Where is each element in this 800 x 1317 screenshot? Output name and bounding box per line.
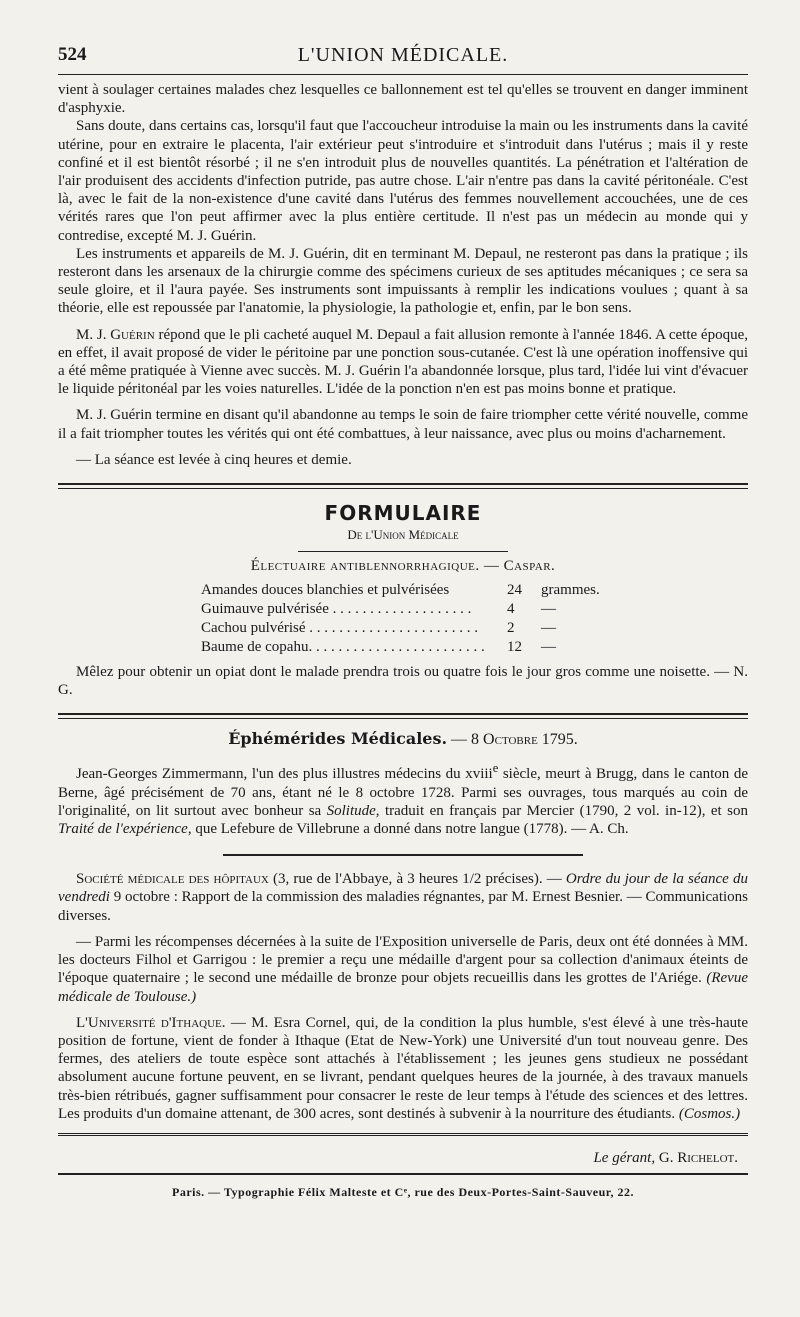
running-title: L'UNION MÉDICALE.	[297, 44, 509, 66]
formulaire-title: FORMULAIRE	[324, 501, 482, 526]
news-ithaque: L'Université d'Ithaque. — M. Esra Cornel, qui, de la condition la plus humble, s'est élevé à une très-haute position de fortune, vient de fonder à Ithaque (Etat de New-York) une Université d'un tout nouveau genre. Des fermes, des ateliers de toute espèce sont attachés à l'établissement ; les jeunes gens studieux ne possédant absolument aucune fortune peuvent, en se livrant, pendant quelques heures de la journée, à des travaux manuels très-bien rétribués, gagner suffisamment pour consacrer le reste de leur temps à l'étude des sciences et des lettres. Les produits d'un domaine attenant, de 300 acres, sont destinés à subvenir à la nourriture des étudiants. (Cosmos.)	[58, 1014, 748, 1122]
formulaire-section	[58, 501, 748, 699]
recipe-title: Électuaire antiblennorrhagique. — Caspar.	[250, 558, 556, 575]
ephemerides-title: Éphémérides Médicales. — 8 Octobre 1795.	[228, 729, 578, 749]
ephemerides-text: Jean-Georges Zimmermann, l'un des plus illustres médecins du xviii$^e$ siècle, meurt à Brugg, dans le canton de Berne, âgé précisément de 70 ans, étant né le 8 octobre 1728. Parmi ses ouvrages, tous marqués au coin de l'originalité, on lit surtout avec bonheur sa Solitude, traduit en français par Mercier (1790, 2 vol. in-12), et son Traité de l'expérience, que Lefebure de Villebrune a donné dans notre langue (1778). — A. Ch.	[58, 761, 748, 838]
footer-rule	[58, 1173, 748, 1175]
ingredient-row: Cachou pulvérisé . . . . . . . . . . . . . . . . . . . . . . . 2 —	[201, 620, 556, 637]
guerin-closing-paragraph: M. J. Guérin termine en disant qu'il abandonne au temps le soin de faire triompher cette vérité nouvelle, comme il a fait triompher toutes les vérités qui ont été combattues, à leur naissance, avec plus ou moins d'acharnement.	[58, 407, 748, 442]
seance-end: — La séance est levée à cinq heures et demie.	[76, 451, 352, 468]
news-section	[58, 870, 748, 1123]
header-rule	[58, 74, 748, 75]
ingredient-list	[58, 581, 748, 657]
signature: Le gérant, G. Richelot.	[593, 1149, 738, 1166]
guerin-name: M. J. Guérin	[76, 326, 155, 343]
article-paragraph: Les instruments et appareils de M. J. Guérin, dit en terminant M. Depaul, ne resteront pas dans la pratique ; ils resteront dans les arsenaux de la chirurgie comme des spécimens curieux de ses aptitudes mécaniques ; ce sera sa seule gloire, et il l'aura payée. Ses instruments sont impuissants à remplir les indications voulues ; quant à sa théorie, elle est repoussée par l'anatomie, la physiologie, la pathologie et, enfin, par le bon sens.	[58, 245, 748, 317]
ingredient-row: Baume de copahu. . . . . . . . . . . . . . . . . . . . . . . . 12 —	[201, 639, 556, 656]
printer-footer: Paris. — Typographie Félix Malteste et Cᵉ, rue des Deux-Portes-Saint-Sauveur, 22.	[171, 1184, 634, 1199]
signature-rule	[58, 1133, 748, 1136]
formulaire-rule	[298, 551, 508, 552]
ephemerides-section	[58, 729, 748, 838]
page	[58, 40, 748, 1200]
article	[58, 81, 748, 469]
article-paragraph: vient à soulager certaines malades chez lesquelles ce ballonnement est tel qu'elles se trouvent en danger imminent d'asphyxie.	[58, 82, 748, 117]
page-header	[58, 40, 748, 74]
section-rule	[58, 483, 748, 489]
guerin-reply-paragraph: M. J. Guérin répond que le pli cacheté auquel M. Depaul a fait allusion remonte à l'année 1846. A cette époque, en effet, il avait proposé de vider le péritoine par une ponction sous-cutanée. C'est là une opération inoffensive qui a été même pratiquée à Vienne avec succès. M. J. Guérin l'a abandonnée lorsque, plus tard, l'idée lui vint d'évacuer le liquide péritonéal par les voies naturelles. L'idée de la ponction n'en est pas moins bonne et pratique.	[58, 326, 748, 398]
ingredient-row: Amandes douces blanchies et pulvérisées 24 grammes.	[201, 582, 600, 599]
news-rule	[223, 854, 583, 856]
formulaire-subtitle: De l'Union Médicale	[347, 527, 459, 543]
news-societe: Société médicale des hôpitaux (3, rue de l'Abbaye, à 3 heures 1/2 précises). — Ordre du jour de la séance du vendredi 9 octobre : Rapport de la commission des maladies régnantes, par M. Ernest Besnier. — Communications diverses.	[58, 871, 748, 924]
article-paragraph: Sans doute, dans certains cas, lorsqu'il faut que l'accoucheur introduise la main ou les instruments dans la cavité utérine, pour en extraire le placenta, l'air extérieur peut s'introduire et s'introduit dans l'utérus ; mais il y reste confiné et il est bientôt résorbé ; il ne s'en introduit plus de nouvelles quantités. La pénétration et l'altération de l'air produisent des accidents d'infection putride, pas autre chose. L'air n'entre pas dans la cavité péritonéale. C'est là, avec le fait de la non-existence d'une cavité dans l'utérus des femmes nouvellement accouchées, une de ces vérités rares que l'on peut affirmer avec la plus entière certitude. Il n'est pas un médecin au monde qui y contredise, excepté M. J. Guérin.	[58, 118, 748, 244]
section-rule	[58, 713, 748, 719]
page-number: 524	[58, 44, 87, 65]
ingredient-row: Guimauve pulvérisée . . . . . . . . . . . . . . . . . . . 4 —	[201, 601, 556, 618]
formulaire-instruction: Mêlez pour obtenir un opiat dont le malade prendra trois ou quatre fois le jour gros comme une noisette. — N. G.	[58, 664, 748, 699]
news-recompenses: — Parmi les récompenses décernées à la suite de l'Exposition universelle de Paris, deux ont été données à MM. les docteurs Filhol et Garrigou : le premier a reçu une médaille d'argent pour sa collection d'animaux éteints de l'époque quaternaire ; le second une médaille de bronze pour objets recueillis dans les grottes de l'Ariége. (Revue médicale de Toulouse.)	[58, 933, 748, 1005]
